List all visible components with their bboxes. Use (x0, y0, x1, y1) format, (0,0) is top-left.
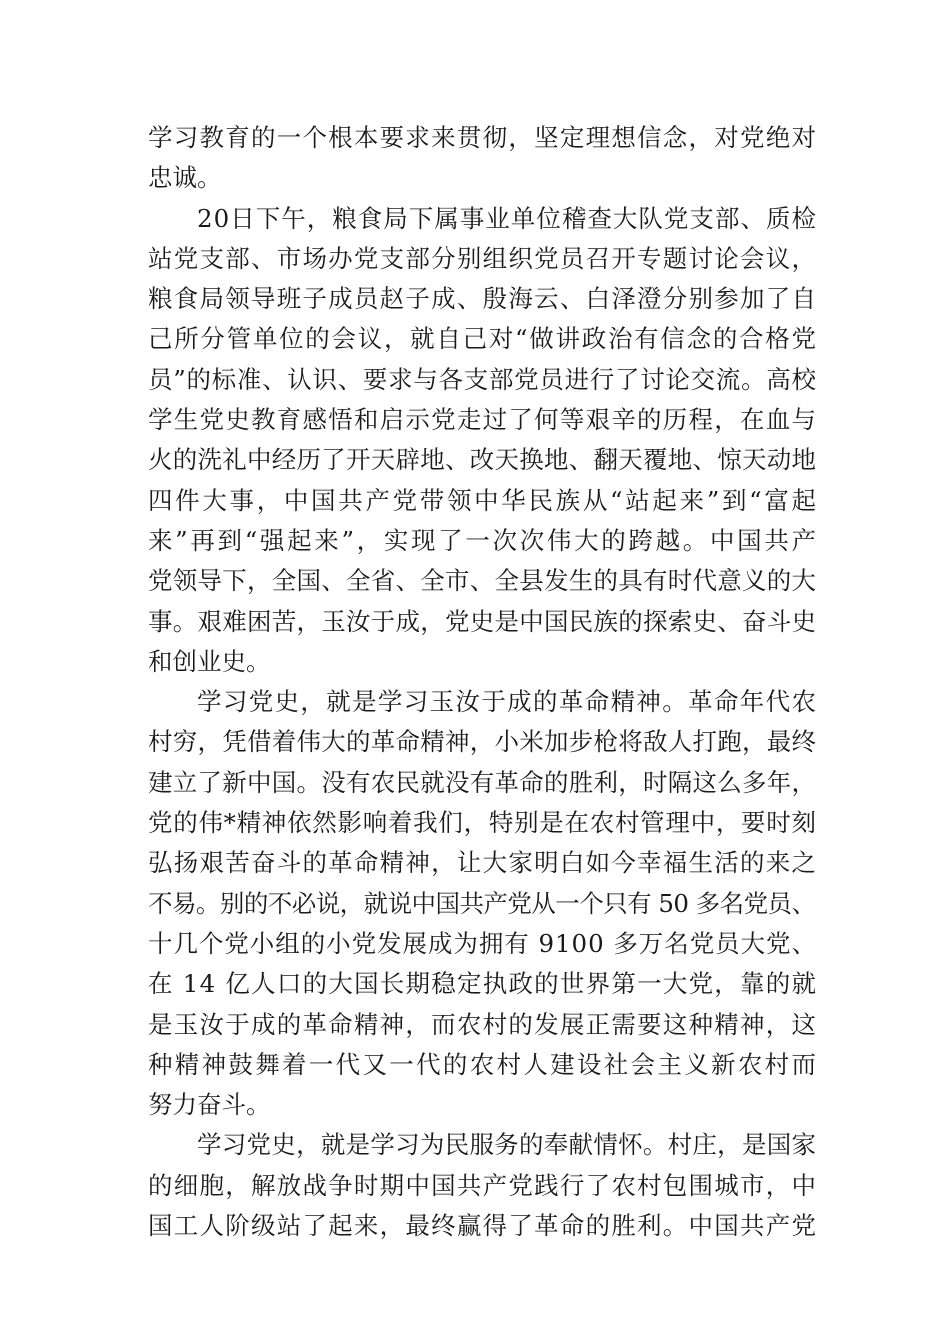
text-line: 党的伟*精神依然影响着我们，特别是在农村管理中，要时刻 (148, 808, 817, 838)
text-line: 十几个党小组的小党发展成为拥有 9100 多万名党员大党、 (148, 928, 817, 958)
text-line: 来”再到“强起来”，实现了一次次伟大的跨越。中国共产 (148, 525, 819, 555)
text-line: 忠诚。 (148, 163, 222, 193)
paragraph (148, 199, 819, 683)
text-line: 是玉汝于成的革命精神，而农村的发展正需要这种精神，这 (148, 1009, 818, 1039)
text-line: 国工人阶级站了起来，最终赢得了革命的胜利。中国共产党 (148, 1211, 818, 1241)
text-line: 学习党史，就是学习为民服务的奉献情怀。村庄，是国家 (197, 1130, 817, 1160)
text-line: 种精神鼓舞着一代又一代的农村人建设社会主义新农村而 (148, 1049, 819, 1079)
text-line: 员”的标准、认识、要求与各支部党员进行了讨论交流。高校 (148, 364, 817, 394)
paragraph (148, 1125, 816, 1246)
document-body (148, 118, 819, 1246)
text-line: 事。艰难困苦，玉汝于成，党史是中国民族的探索史、奋斗史 (148, 606, 817, 636)
text-line: 的细胞，解放战争时期中国共产党践行了农村包围城市，中 (148, 1170, 818, 1200)
text-line: 弘扬艰苦奋斗的革命精神，让大家明白如今幸福生活的来之 (148, 848, 818, 878)
text-line: 20日下午，粮食局下属事业单位稽查大队党支部、质检 (197, 203, 817, 233)
text-line: 学生党史教育感悟和启示党走过了何等艰辛的历程，在血与 (148, 405, 818, 435)
paragraph (148, 682, 819, 1125)
text-line: 建立了新中国。没有农民就没有革命的胜利，时隔这么多年， (148, 767, 817, 797)
text-line: 和创业史。 (148, 646, 271, 676)
text-line: 不易。别的不必说，就说中国共产党从一个只有 50 多名党员、 (148, 888, 816, 918)
text-line: 己所分管单位的会议，就自己对“做讲政治有信念的合格党 (148, 324, 818, 354)
text-line: 村穷，凭借着伟大的革命精神，小米加步枪将敌人打跑，最终 (148, 727, 817, 757)
text-line: 在 14 亿人口的大国长期稳定执政的世界第一大党，靠的就 (148, 969, 818, 999)
text-line: 火的洗礼中经历了开天辟地、改天换地、翻天覆地、惊天动地 (148, 445, 817, 475)
text-line: 努力奋斗。 (148, 1090, 271, 1120)
text-line: 学习教育的一个根本要求来贯彻，坚定理想信念，对党绝对 (148, 123, 818, 152)
text-line: 粮食局领导班子成员赵子成、殷海云、白泽澄分别参加了自 (148, 284, 818, 314)
text-line: 学习党史，就是学习玉汝于成的革命精神。革命年代农 (197, 687, 818, 717)
paragraph (148, 118, 816, 199)
text-line: 党领导下，全国、全省、全市、全县发生的具有时代意义的大 (148, 566, 817, 596)
text-line: 四件大事，中国共产党带领中华民族从“站起来”到“富起 (148, 485, 819, 515)
text-line: 站党支部、市场办党支部分别组织党员召开专题讨论会议， (148, 243, 818, 273)
